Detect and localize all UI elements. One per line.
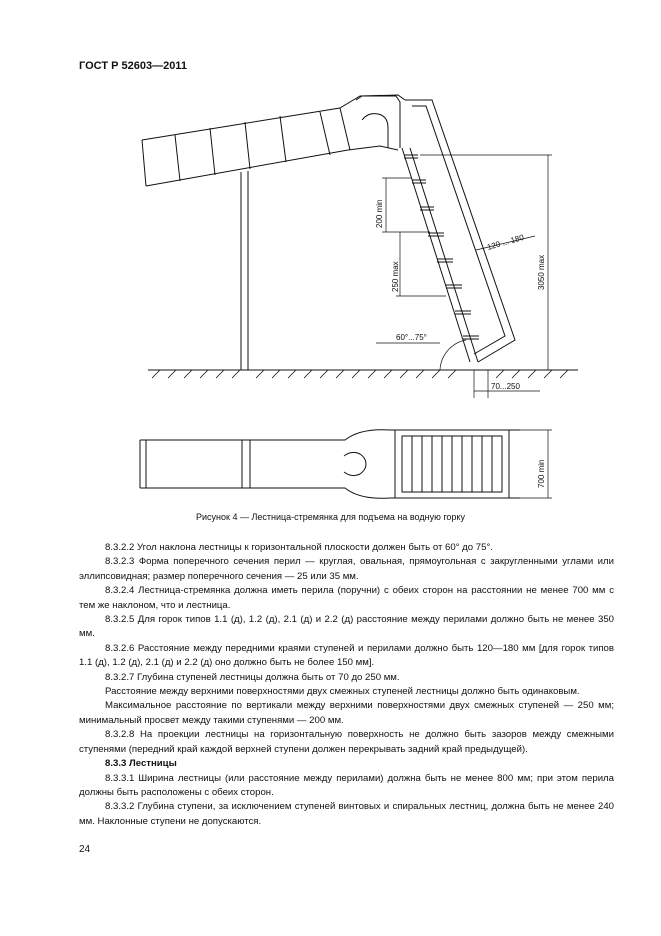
angle-label: 60°...75° xyxy=(396,333,427,342)
ladder-side xyxy=(402,100,515,362)
paragraph: Максимальное расстояние по вертикали между верхними поверхностями двух смежных ступеней — 250 мм; минимальный просвет между такими ступенями — 200 мм. xyxy=(79,700,614,726)
paragraph: 8.3.2.4 Лестница-стремянка должна иметь перила (поручни) с обеих сторон на расстоянии не менее 700 мм с тем же наклоном, что и лестница. xyxy=(79,585,614,611)
section-heading: 8.3.3 Лестницы xyxy=(105,758,177,770)
dim-700-min-label: 700 min xyxy=(537,459,546,488)
figure-caption: Рисунок 4 — Лестница-стремянка для подъема на водную горку xyxy=(196,512,465,522)
paragraph: 8.3.2.2 Угол наклона лестницы к горизонтальной плоскости должен быть от 60° до 75°. xyxy=(105,542,493,553)
dim-3050-max-label: 3050 max xyxy=(537,254,546,290)
slide-tube-side xyxy=(142,95,405,186)
paragraph: 8.3.2.5 Для горок типов 1.1 (д), 1.2 (д), 2.1 (д) и 2.2 (д) расстояние между перилами должно быть не менее 350 мм. xyxy=(79,614,614,640)
paragraph: 8.3.3.2 Глубина ступени, за исключением ступеней винтовых и спиральных лестниц, должна быть не менее 240 мм. Наклонные ступени не допускаются. xyxy=(79,801,614,827)
dim-120-180-label: 120 ... 180 xyxy=(486,232,525,252)
page-number: 24 xyxy=(79,844,91,855)
paragraph: 8.3.2.7 Глубина ступеней лестницы должна быть от 70 до 250 мм. xyxy=(105,671,400,683)
paragraph: 8.3.3.1 Ширина лестницы (или расстояние между перилами) должна быть не менее 800 мм; при этом перила должны быть расположены с обеих сторон. xyxy=(79,772,614,798)
dim-250-max-label: 250 max xyxy=(391,261,400,292)
document-header: ГОСТ Р 52603—2011 xyxy=(79,60,187,72)
paragraph: Расстояние между верхними поверхностями двух смежных ступеней лестницы должно быть одинаковым. xyxy=(105,686,580,698)
dim-200-min-label: 200 min xyxy=(375,199,384,228)
body-text xyxy=(79,541,614,829)
paragraph: 8.3.2.6 Расстояние между передними краями ступеней и перилами должно быть 120—180 мм [для горок типов 1.1 (д), 1.2 (д), 2.1 (д) и 2.2 (д) оно должно быть не более 150 мм]. xyxy=(79,642,614,669)
support-post xyxy=(241,171,248,370)
dim-70-250-label: 70...250 xyxy=(491,382,520,391)
ground-hatching xyxy=(152,370,568,378)
slide-plan-view xyxy=(140,430,552,499)
paragraph: 8.3.2.3 Форма поперечного сечения перил — круглая, овальная, прямоугольная с закругленными углами или эллипсовидная; размер поперечного сечения — 25 или 35 мм. xyxy=(79,556,614,582)
paragraph: 8.3.2.8 На проекции лестницы на горизонтальную поверхность не должно быть зазоров между смежными ступенями (передний край каждой верхней ступени должен перекрывать задний край предыдущей). xyxy=(79,729,614,755)
